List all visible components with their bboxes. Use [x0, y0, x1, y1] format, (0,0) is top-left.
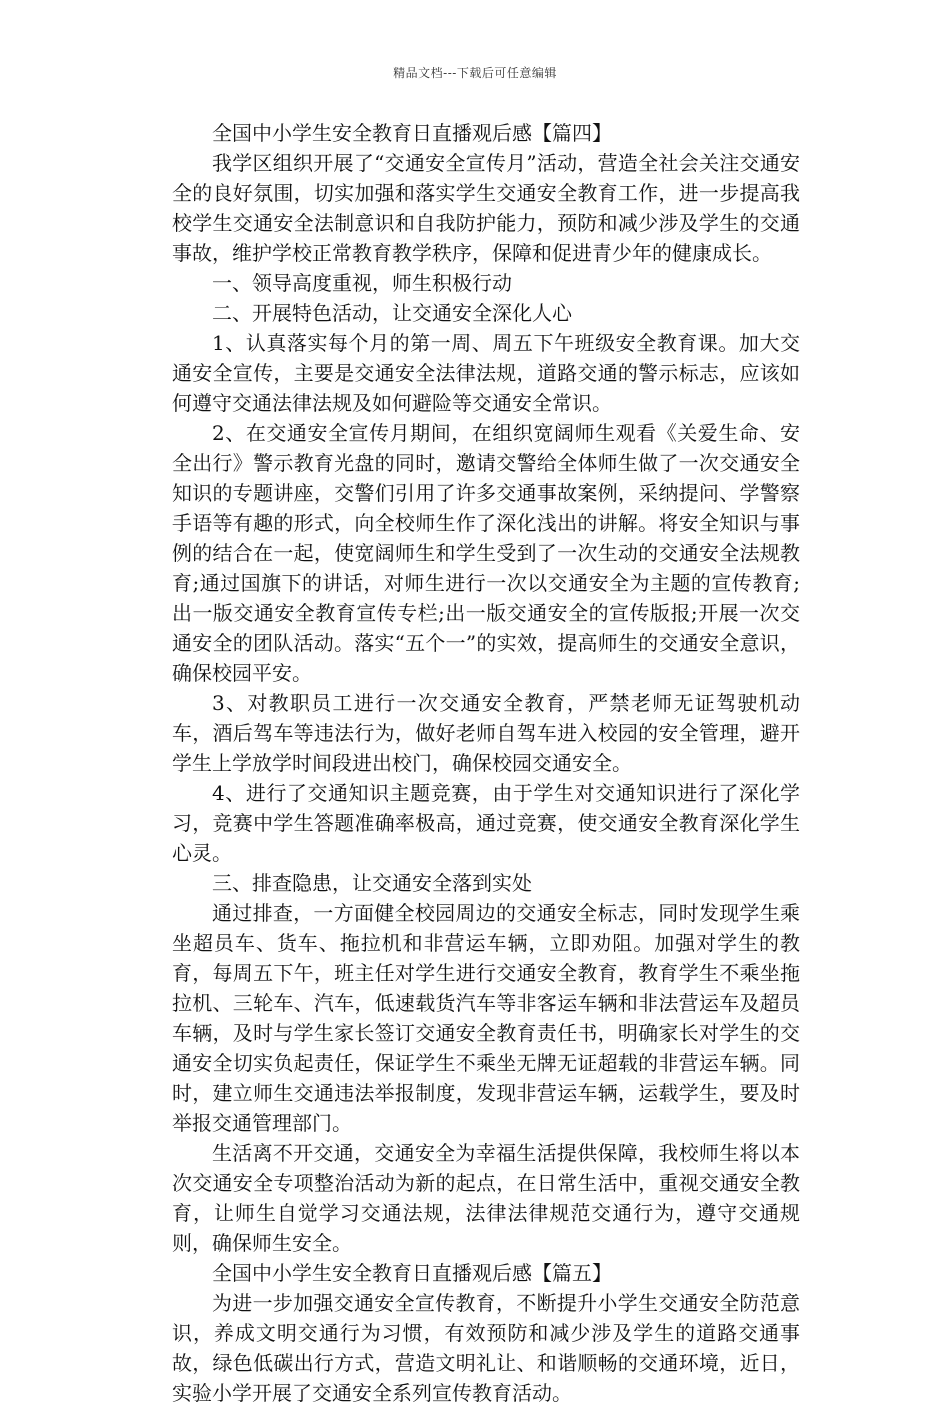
heading-item: 三、排查隐患，让交通安全落到实处 [212, 871, 532, 895]
paragraph: 我学区组织开展了“交通安全宣传月”活动，营造全社会关注交通安全的良好氛围，切实加强和落实学生交通安全教育工作，进一步提高我校学生交通安全法制意识和自我防护能力，预防和减少涉及学生的交通事故，维护学校正常教育教学秩序，保障和促进青少年的健康成长。 [172, 151, 800, 265]
paragraph: 2、在交通安全宣传月期间，在组织宽阔师生观看《关爱生命、安全出行》警示教育光盘的同时，邀请交警给全体师生做了一次交通安全知识的专题讲座，交警们引用了许多交通事故案例，采纳提问、学警察手语等有趣的形式，向全校师生作了深化浅出的讲解。将安全知识与事例的结合在一起，使宽阔师生和学生受到了一次生动的交通安全法规教育;通过国旗下的讲话，对师生进行一次以交通安全为主题的宣传教育;出一版交通安全教育宣传专栏;出一版交通安全的宣传版报;开展一次交通安全的团队活动。落实“五个一”的实效，提高师生的交通安全意识，确保校园平安。 [172, 421, 800, 685]
paragraph: 生活离不开交通，交通安全为幸福生活提供保障，我校师生将以本次交通安全专项整治活动为新的起点，在日常生活中，重视交通安全教育，让师生自觉学习交通法规，法律法律规范交通行为，遵守交通规则，确保师生安全。 [172, 1141, 800, 1255]
page-header: 精品文档---下载后可任意编辑 [393, 66, 557, 80]
heading-item: 二、开展特色活动，让交通安全深化人心 [212, 301, 572, 325]
paragraph: 为进一步加强交通安全宣传教育，不断提升小学生交通安全防范意识，养成文明交通行为习惯，有效预防和减少涉及学生的道路交通事故，绿色低碳出行方式，营造文明礼让、和谐顺畅的交通环境，近日，实验小学开展了交通安全系列宣传教育活动。 [172, 1291, 800, 1405]
paragraph: 3、对教职员工进行一次交通安全教育，严禁老师无证驾驶机动车，酒后驾车等违法行为，做好老师自驾车进入校园的安全管理，避开学生上学放学时间段进出校门，确保校园交通安全。 [172, 691, 800, 775]
heading-item: 一、领导高度重视，师生积极行动 [212, 271, 512, 295]
section-title: 全国中小学生安全教育日直播观后感【篇四】 [212, 121, 612, 145]
paragraph: 1、认真落实每个月的第一周、周五下午班级安全教育课。加大交通安全宣传，主要是交通安全法律法规，道路交通的警示标志，应该如何遵守交通法律法规及如何避险等交通安全常识。 [172, 331, 800, 415]
paragraph: 通过排查，一方面健全校园周边的交通安全标志，同时发现学生乘坐超员车、货车、拖拉机和非营运车辆，立即劝阻。加强对学生的教育，每周五下午，班主任对学生进行交通安全教育，教育学生不乘坐拖拉机、三轮车、汽车，低速载货汽车等非客运车辆和非法营运车及超员车辆，及时与学生家长签订交通安全教育责任书，明确家长对学生的交通安全切实负起责任，保证学生不乘坐无牌无证超载的非营运车辆。同时，建立师生交通违法举报制度，发现非营运车辆，运载学生，要及时举报交通管理部门。 [172, 901, 800, 1135]
section-title: 全国中小学生安全教育日直播观后感【篇五】 [212, 1261, 612, 1285]
paragraph: 4、进行了交通知识主题竞赛，由于学生对交通知识进行了深化学习，竞赛中学生答题准确率极高，通过竞赛，使交通安全教育深化学生心灵。 [172, 781, 800, 865]
document-body [172, 118, 800, 1408]
